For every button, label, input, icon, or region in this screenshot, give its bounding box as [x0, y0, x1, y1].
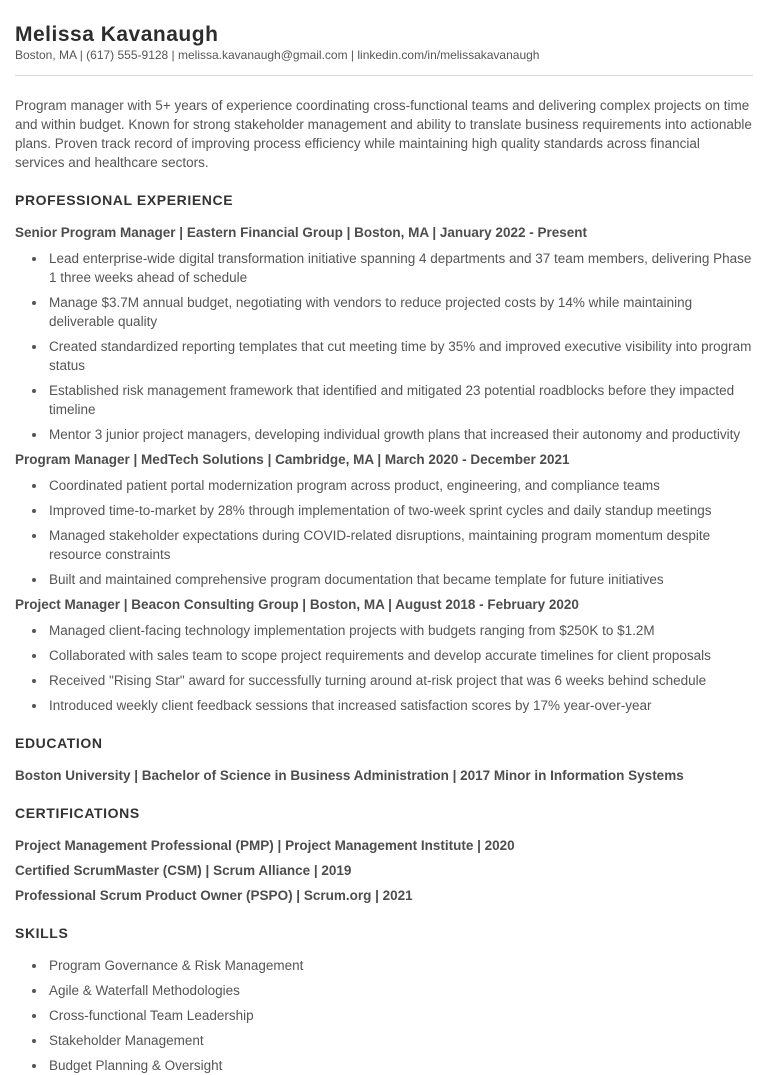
education-entry: Boston University | Bachelor of Science in Business Administration | 2017 Minor in Information Systems	[15, 768, 684, 783]
skill-item: • Budget Planning & Oversight	[47, 1056, 753, 1075]
job-bullet: • Managed client-facing technology implementation projects with budgets ranging from $250K to $1.2M	[47, 621, 753, 640]
job-bullet: • Coordinated patient portal modernization program across product, engineering, and compliance teams	[47, 476, 753, 495]
job-bullet: • Built and maintained comprehensive program documentation that became template for future initiatives	[47, 570, 753, 589]
certifications-heading: CERTIFICATIONS	[15, 805, 140, 821]
job-bullet: • Improved time-to-market by 28% through implementation of two-week sprint cycles and daily standup meetings	[47, 501, 753, 520]
job-bullet: • Established risk management framework that identified and mitigated 23 potential roadblocks before they impacted timeline	[47, 381, 753, 419]
job-bullet: • Manage $3.7M annual budget, negotiating with vendors to reduce projected costs by 14% while maintaining deliverable quality	[47, 293, 753, 331]
summary-text: Program manager with 5+ years of experience coordinating cross-functional teams and delivering complex projects on time and within budget. Known for strong stakeholder management and ability to translate business requirements into actionable plans. Proven track record of improving process efficiency while maintaining high quality standards across financial services and healthcare sectors.	[15, 98, 752, 170]
candidate-name: Melissa Kavanaugh	[15, 23, 219, 46]
job-title: Project Manager | Beacon Consulting Group | Boston, MA | August 2018 - February 2020	[15, 597, 579, 612]
certification-entry: Professional Scrum Product Owner (PSPO) | Scrum.org | 2021	[15, 888, 413, 903]
job-title: Senior Program Manager | Eastern Financial Group | Boston, MA | January 2022 - Present	[15, 225, 587, 240]
job-title: Program Manager | MedTech Solutions | Cambridge, MA | March 2020 - December 2021	[15, 452, 570, 467]
contact-line: Boston, MA | (617) 555-9128 | melissa.kavanaugh@gmail.com | linkedin.com/in/melissakavanaugh	[15, 48, 540, 62]
job-bullet: • Mentor 3 junior project managers, developing individual growth plans that increased their autonomy and productivity	[47, 425, 753, 444]
skill-item: • Program Governance & Risk Management	[47, 956, 753, 975]
certification-entry: Certified ScrumMaster (CSM) | Scrum Alliance | 2019	[15, 863, 352, 878]
skill-item: • Agile & Waterfall Methodologies	[47, 981, 753, 1000]
header-divider	[15, 75, 753, 76]
job-bullet: • Lead enterprise-wide digital transformation initiative spanning 4 departments and 37 team members, delivering Phase 1 three weeks ahead of schedule	[47, 249, 753, 287]
experience-heading: PROFESSIONAL EXPERIENCE	[15, 192, 234, 208]
skill-item: • Stakeholder Management	[47, 1031, 753, 1050]
job-bullet-list	[15, 476, 753, 589]
job-bullet: • Introduced weekly client feedback sessions that increased satisfaction scores by 17% year-over-year	[47, 696, 753, 715]
certification-entry: Project Management Professional (PMP) | Project Management Institute | 2020	[15, 838, 515, 853]
skill-item: • Cross-functional Team Leadership	[47, 1006, 753, 1025]
job-bullet: • Created standardized reporting templates that cut meeting time by 35% and improved executive visibility into program status	[47, 337, 753, 375]
job-bullet: • Collaborated with sales team to scope project requirements and develop accurate timelines for client proposals	[47, 646, 753, 665]
education-heading: EDUCATION	[15, 735, 103, 751]
skills-list	[15, 956, 753, 1075]
job-bullet: • Managed stakeholder expectations during COVID-related disruptions, maintaining program momentum despite resource constraints	[47, 526, 753, 564]
skills-heading: SKILLS	[15, 925, 69, 941]
job-bullet-list	[15, 249, 753, 444]
job-bullet: • Received "Rising Star" award for successfully turning around at-risk project that was 6 weeks behind schedule	[47, 671, 753, 690]
job-bullet-list	[15, 621, 753, 715]
